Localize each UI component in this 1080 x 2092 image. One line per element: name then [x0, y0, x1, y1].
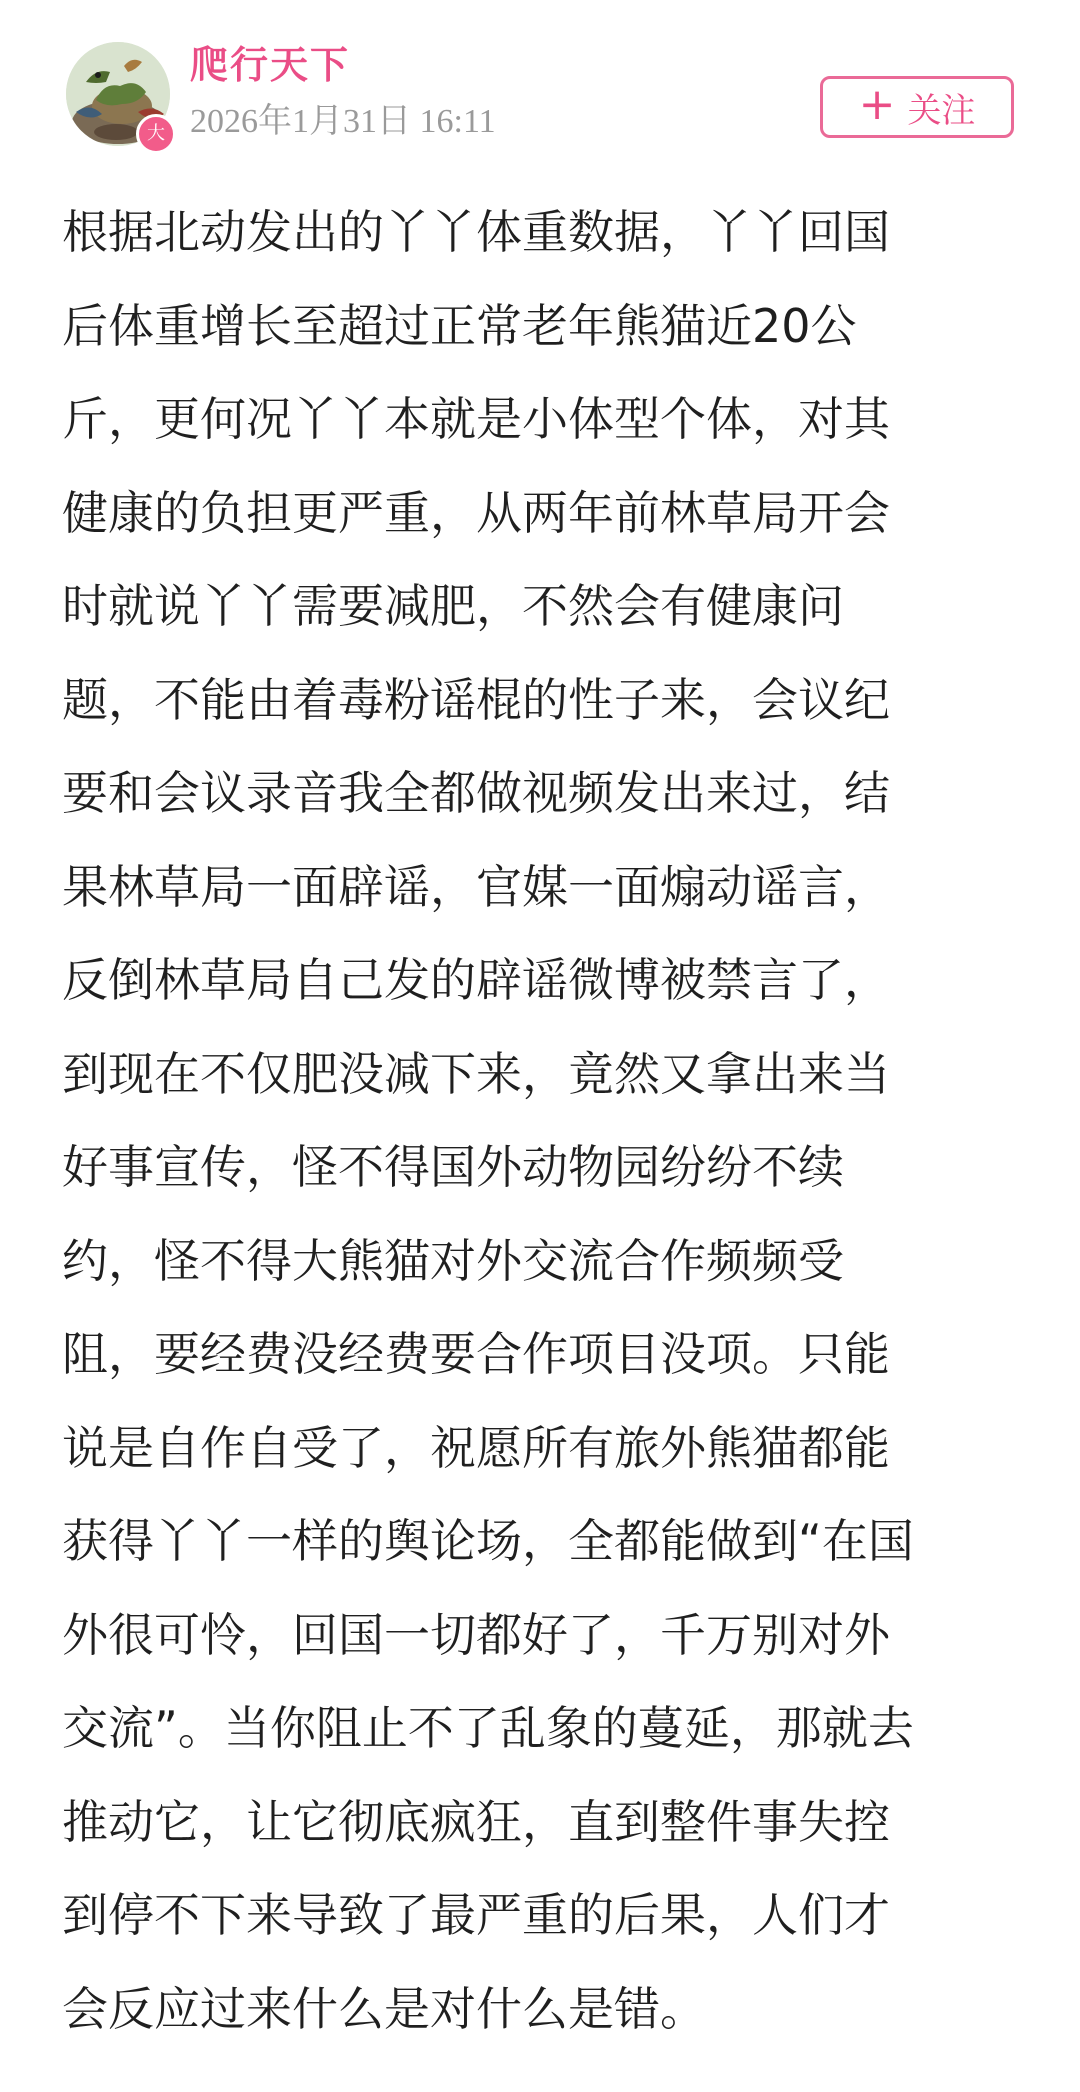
post-body-line: 获得丫丫一样的舆论场，全都能做到“在国: [62, 1514, 914, 1568]
post-body-line: 要和会议录音我全都做视频发出来过，结: [62, 766, 890, 820]
post-body-line: 阻，要经费没经费要合作项目没项。只能: [62, 1327, 890, 1381]
post-body-line: 题，不能由着毒粉谣棍的性子来，会议纪: [62, 672, 890, 727]
author-name[interactable]: 爬行天下: [190, 43, 351, 87]
follow-button[interactable]: [820, 76, 1014, 138]
post-body-line: 交流”。当你阻止不了乱象的蔓延，那就去: [62, 1701, 914, 1755]
vip-badge: 大: [136, 114, 176, 154]
post-body-line: 约，怪不得大熊猫对外交流合作频频受: [62, 1233, 844, 1288]
follow-button-label: 关注: [907, 90, 976, 131]
post-timestamp: 2026年1月31日 16:11: [190, 103, 496, 140]
post-body-line: 会反应过来什么是对什么是错。: [62, 1981, 706, 2036]
plus-icon: +: [858, 79, 896, 130]
post-body-line: 反倒林草局自己发的辟谣微博被禁言了，: [62, 953, 890, 1007]
post-body-line: 果林草局一面辟谣，官媒一面煽动谣言，: [62, 859, 890, 914]
post-body-line: 到停不下来导致了最严重的后果，人们才: [62, 1888, 890, 1942]
post-body-line: 斤，更何况丫丫本就是小体型个体，对其: [62, 392, 890, 446]
post-body-line: 时就说丫丫需要减肥，不然会有健康问: [62, 579, 844, 633]
post-body-line: 健康的负担更严重，从两年前林草局开会: [62, 485, 890, 540]
post-body-line: 好事宣传，怪不得国外动物园纷纷不续: [62, 1140, 844, 1194]
post-header: [0, 0, 1080, 160]
post-body-line: 到现在不仅肥没减下来，竟然又拿出来当: [62, 1046, 890, 1101]
post-body: [62, 186, 1022, 2056]
post-body-line: 推动它，让它彻底疯狂，直到整件事失控: [62, 1794, 890, 1849]
post-body-line: 说是自作自受了，祝愿所有旅外熊猫都能: [62, 1420, 890, 1475]
post-body-line: 后体重增长至超过正常老年熊猫近20公: [62, 298, 857, 353]
post-body-line: 根据北动发出的丫丫体重数据，丫丫回国: [62, 205, 890, 259]
post-body-line: 外很可怜，回国一切都好了，千万别对外: [62, 1607, 890, 1662]
